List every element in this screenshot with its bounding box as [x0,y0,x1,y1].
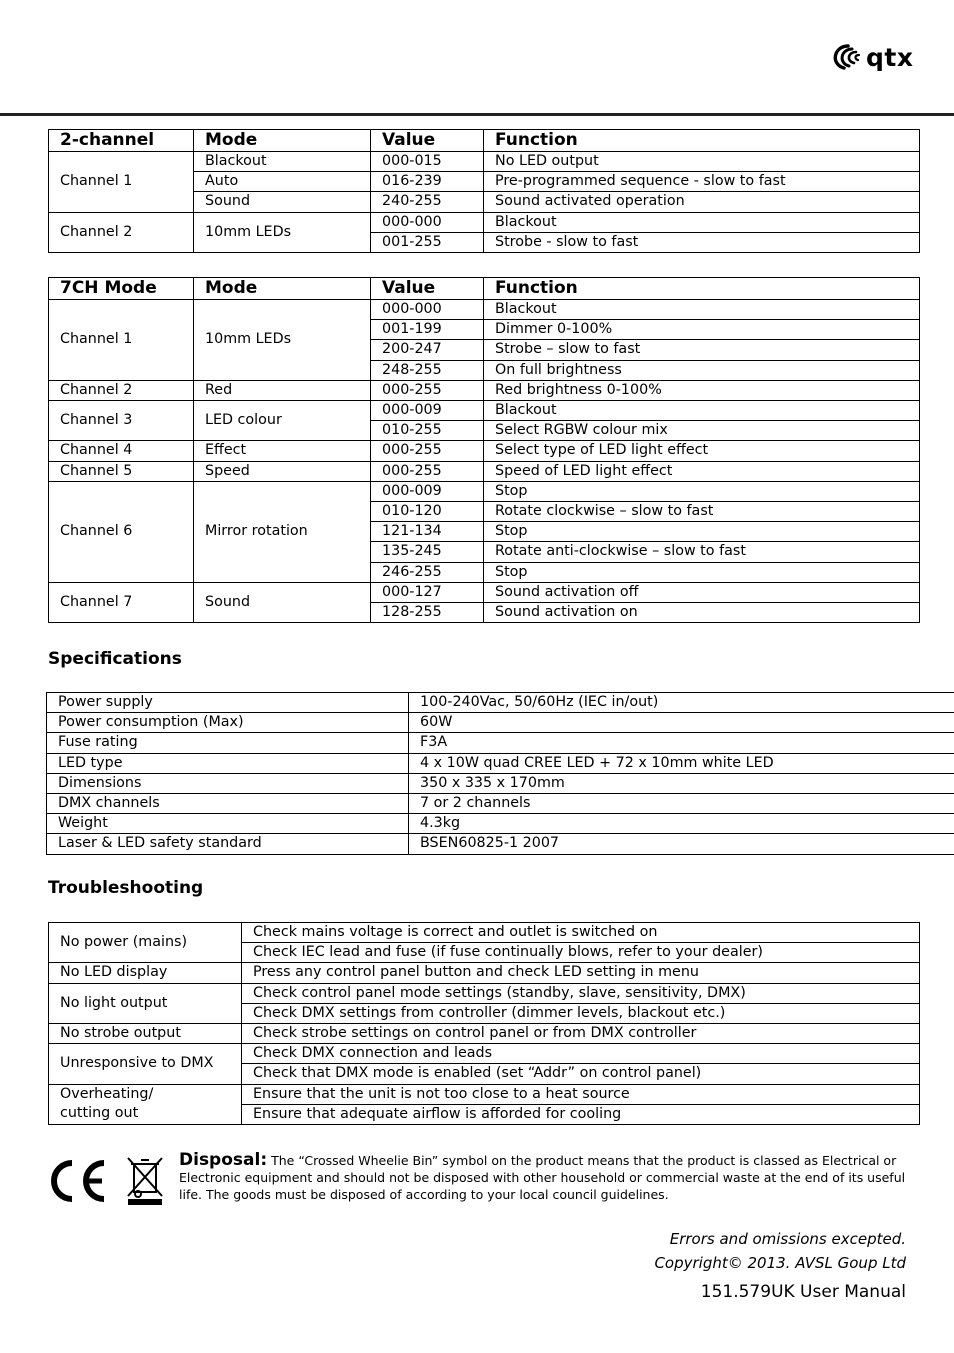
problem-line: Overheating/ [60,1086,154,1103]
solution-cell: Check DMX settings from controller (dimmer levels, blackout etc.) [242,1003,920,1023]
function-cell: Stop [484,481,920,501]
value-cell: 000-255 [371,441,484,461]
spec-label: Power supply [47,693,409,713]
table-row [47,693,954,713]
function-cell: Blackout [484,212,920,232]
spec-label: LED type [47,753,409,773]
table-row [47,733,954,753]
table-row [49,441,920,461]
function-cell: Stop [484,562,920,582]
specifications-title: Specifications [48,649,182,669]
manual-number: 151.579UK User Manual [700,1282,906,1302]
table-row [49,983,920,1003]
table-header: Mode [194,130,371,152]
problem-line: cutting out [60,1105,139,1122]
spec-value: 60W [409,713,954,733]
function-cell: Sound activated operation [484,192,920,212]
table-header: Value [371,278,484,300]
table-header-row [49,130,920,152]
channel-cell: Channel 1 [49,152,194,213]
value-cell: 010-120 [371,502,484,522]
function-cell: Blackout [484,300,920,320]
value-cell: 000-009 [371,401,484,421]
spec-label: Fuse rating [47,733,409,753]
qtx-wave-logo-icon [828,42,862,72]
mode-cell: Speed [194,461,371,481]
channel-cell: Channel 2 [49,212,194,252]
value-cell: 121-134 [371,522,484,542]
spec-label: Dimensions [47,773,409,793]
table-row [49,212,920,232]
spec-label: Laser & LED safety standard [47,834,409,854]
function-cell: Strobe – slow to fast [484,340,920,360]
table-row [49,1024,920,1044]
spec-value: 350 x 335 x 170mm [409,773,954,793]
function-cell: Speed of LED light effect [484,461,920,481]
function-cell: Strobe - slow to fast [484,232,920,252]
value-cell: 000-015 [371,152,484,172]
value-cell: 000-000 [371,300,484,320]
function-cell: Red brightness 0-100% [484,380,920,400]
value-cell: 010-255 [371,421,484,441]
table-row [47,773,954,793]
table-row [49,461,920,481]
solution-cell: Ensure that adequate airflow is afforded for cooling [242,1104,920,1124]
problem-cell: Unresponsive to DMX [49,1044,242,1084]
value-cell: 248-255 [371,360,484,380]
table-row [47,753,954,773]
spec-value: 4.3kg [409,814,954,834]
table-row [49,582,920,602]
disposal-label: Disposal: [179,1150,268,1170]
table-header: Mode [194,278,371,300]
copyright: Copyright© 2013. AVSL Goup Ltd [654,1254,906,1272]
disposal-description: The “Crossed Wheelie Bin” symbol on the product means that the product is classed as Electrical or Electronic equipment and should not be disposed with other household or commercial waste at the end of its useful life. The goods must be disposed of according to your local council guidelines. [179,1153,906,1202]
problem-cell: No light output [49,983,242,1023]
spec-label: Power consumption (Max) [47,713,409,733]
channel-cell: Channel 7 [49,582,194,622]
spec-value: 100-240Vac, 50/60Hz (IEC in/out) [409,693,954,713]
table-row [49,481,920,501]
spec-label: Weight [47,814,409,834]
table-row [47,814,954,834]
solution-cell: Check DMX connection and leads [242,1044,920,1064]
value-cell: 001-255 [371,232,484,252]
value-cell: 246-255 [371,562,484,582]
table-row [49,300,920,320]
value-cell: 240-255 [371,192,484,212]
troubleshooting-table [48,922,920,1125]
table-row [49,963,920,983]
table-header-row [49,278,920,300]
table-row [47,713,954,733]
channel-cell: Channel 2 [49,380,194,400]
problem-cell: No LED display [49,963,242,983]
table-row [47,834,954,854]
function-cell: Pre-programmed sequence - slow to fast [484,172,920,192]
solution-cell: Check IEC lead and fuse (if fuse continually blows, refer to your dealer) [242,943,920,963]
table-row [49,923,920,943]
spec-value: 7 or 2 channels [409,794,954,814]
crossed-wheelie-bin-icon [124,1154,166,1206]
value-cell: 016-239 [371,172,484,192]
solution-cell: Check mains voltage is correct and outlet is switched on [242,923,920,943]
function-cell: Select type of LED light effect [484,441,920,461]
channel-cell: Channel 6 [49,481,194,582]
function-cell: Select RGBW colour mix [484,421,920,441]
problem-cell [49,1084,242,1124]
seven-channel-table [48,277,920,623]
value-cell: 000-009 [371,481,484,501]
table-row [49,1044,920,1064]
problem-cell: No power (mains) [49,923,242,963]
errors-note: Errors and omissions excepted. [669,1230,906,1248]
solution-cell: Check control panel mode settings (standby, slave, sensitivity, DMX) [242,983,920,1003]
table-header: Function [484,278,920,300]
disposal-text [179,1152,914,1203]
mode-cell: 10mm LEDs [194,212,371,252]
spec-label: DMX channels [47,794,409,814]
function-cell: Dimmer 0-100% [484,320,920,340]
function-cell: No LED output [484,152,920,172]
spec-value: F3A [409,733,954,753]
value-cell: 200-247 [371,340,484,360]
value-cell: 128-255 [371,603,484,623]
value-cell: 000-000 [371,212,484,232]
function-cell: Stop [484,522,920,542]
value-cell: 000-255 [371,461,484,481]
mode-cell: Sound [194,582,371,622]
channel-cell: Channel 4 [49,441,194,461]
spec-value: BSEN60825-1 2007 [409,834,954,854]
function-cell: Sound activation on [484,603,920,623]
mode-cell: Mirror rotation [194,481,371,582]
value-cell: 135-245 [371,542,484,562]
function-cell: Rotate clockwise – slow to fast [484,502,920,522]
table-header: Function [484,130,920,152]
table-row [47,794,954,814]
function-cell: Rotate anti-clockwise – slow to fast [484,542,920,562]
specifications-table [46,692,954,855]
brand-logo [828,40,913,74]
solution-cell: Check strobe settings on control panel or from DMX controller [242,1024,920,1044]
mode-cell: Auto [194,172,371,192]
value-cell: 001-199 [371,320,484,340]
table-header: Value [371,130,484,152]
table-header: 7CH Mode [49,278,194,300]
mode-cell: Effect [194,441,371,461]
table-row [49,401,920,421]
troubleshooting-title: Troubleshooting [48,878,204,898]
value-cell: 000-255 [371,380,484,400]
table-row [49,152,920,172]
header-rule [0,113,954,116]
solution-cell: Ensure that the unit is not too close to a heat source [242,1084,920,1104]
table-header: 2-channel [49,130,194,152]
channel-cell: Channel 5 [49,461,194,481]
table-row [49,380,920,400]
channel-cell: Channel 1 [49,300,194,381]
function-cell: Sound activation off [484,582,920,602]
value-cell: 000-127 [371,582,484,602]
mode-cell: Red [194,380,371,400]
function-cell: Blackout [484,401,920,421]
table-row [49,1084,920,1104]
channel-cell: Channel 3 [49,401,194,441]
mode-cell: Blackout [194,152,371,172]
two-channel-table [48,129,920,253]
mode-cell: LED colour [194,401,371,441]
problem-cell: No strobe output [49,1024,242,1044]
ce-mark-icon [48,1158,108,1204]
mode-cell: 10mm LEDs [194,300,371,381]
function-cell: On full brightness [484,360,920,380]
mode-cell: Sound [194,192,371,212]
solution-cell: Check that DMX mode is enabled (set “Addr” on control panel) [242,1064,920,1084]
solution-cell: Press any control panel button and check LED setting in menu [242,963,920,983]
spec-value: 4 x 10W quad CREE LED + 72 x 10mm white LED [409,753,954,773]
brand-name: qtx [866,42,914,72]
